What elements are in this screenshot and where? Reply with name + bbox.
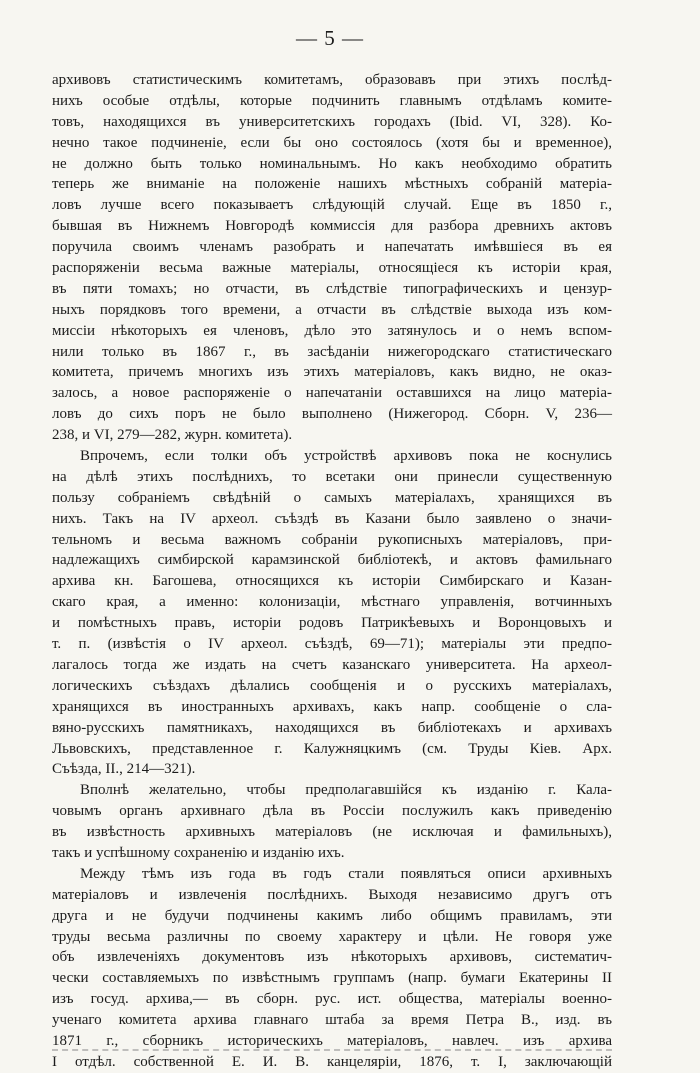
text-line: труды весьма различны по своему характеру и цѣли. Не говоря уже — [52, 928, 612, 945]
paragraph — [52, 70, 612, 446]
paragraph — [52, 780, 612, 864]
page-number: — 5 — — [296, 26, 364, 50]
text-line: друга и не будучи подчинены какимъ либо общимъ правиламъ, эти — [52, 907, 612, 924]
text-line: I отдѣл. собственной Е. И. В. канцеляріи, 1876, т. I, заключающій — [52, 1053, 612, 1070]
text-line: вяно-русскихъ памятникахъ, находящихся въ библіотекахъ и архивахъ — [52, 719, 612, 736]
text-line: въ пяти томахъ; но отчасти, въ слѣдствіе типографическихъ и цензур- — [52, 280, 612, 297]
text-line: поручила своимъ членамъ разобрать и напечатать имѣвшіеся въ ея — [52, 239, 612, 256]
text-line: ловъ до сихъ поръ не было выполнено (Нижегород. Сборн. V, 236— — [52, 406, 612, 423]
text-line: такъ и успѣшному сохраненію и изданію ихъ. — [52, 844, 345, 861]
text-line: лагалось тогда же издать на счетъ казанскаго университета. На археол- — [52, 656, 612, 673]
text-line: миссіи нѣкоторыхъ ея членовъ, дѣло это затянулось и о немъ вспом- — [52, 322, 612, 339]
text-line: товъ, находящихся въ университетскихъ городахъ (Ibid. VI, 328). Ко- — [52, 113, 612, 130]
text-line: не должно быть только номинальнымъ. Но какъ необходимо обратить — [52, 155, 612, 172]
text-line: залось, а новое распоряженіе о напечатаніи оставшихся на лицо матеріа- — [52, 385, 612, 402]
text-line: Вполнѣ желательно, чтобы предполагавшійся къ изданію г. Кала- — [80, 782, 612, 799]
text-line: нихъ особые отдѣлы, которые подчинить главнымъ отдѣламъ комите- — [52, 92, 612, 109]
text-line: т. п. (извѣстія о IV археол. съѣздѣ, 69—71); матеріалы эти предпо- — [52, 636, 612, 653]
text-line: скаго края, а именно: колонизаціи, мѣстнаго управленія, вотчинныхъ — [52, 594, 612, 611]
text-line: комитета, причемъ многихъ изъ этихъ матеріаловъ, какъ видно, не оказ- — [52, 364, 612, 381]
text-line: 238, и VI, 279—282, журн. комитета). — [52, 427, 293, 444]
text-line: ловъ лучше всего показываетъ слѣдующій случай. Еще въ 1850 г., — [52, 197, 612, 214]
text-line: надлежащихъ симбирской карамзинской библіотекѣ, и актовъ фамильнаго — [52, 552, 612, 569]
text-line: Съѣзда, II., 214—321). — [52, 761, 196, 778]
text-line: човымъ органъ архивнаго дѣла въ Россіи послужилъ какъ приведенію — [52, 803, 612, 820]
text-line: распоряженіи весьма важные матеріалы, относящіеся къ исторіи края, — [52, 260, 612, 277]
text-line: тельномъ и весьма важномъ собраніи рукописныхъ матеріаловъ, при- — [52, 531, 612, 548]
text-line: логическихъ съѣздахъ дѣлались сообщенія и о русскихъ матеріалахъ, — [52, 677, 612, 694]
body-text — [52, 70, 612, 1073]
paragraph — [52, 864, 612, 1073]
text-line: архивовъ статистическимъ комитетамъ, образовавъ при этихъ послѣд- — [52, 72, 612, 88]
text-line: 1871 г., сборникъ историческихъ матеріаловъ, навлеч. изъ архива — [52, 1032, 612, 1049]
text-line: архива кн. Багошева, относящихся къ исторіи Симбирскаго и Казан- — [52, 573, 612, 590]
text-line: ученаго комитета архива главнаго штаба за время Петра В., изд. въ — [52, 1012, 612, 1029]
text-line: бывшая въ Нижнемъ Новгородѣ коммиссія для разбора древнихъ актовъ — [52, 218, 612, 235]
page-bottom-edge — [52, 1049, 612, 1054]
text-line: хранящихся въ иностранныхъ архивахъ, какъ напр. сообщеніе о сла- — [52, 698, 612, 715]
paragraph — [52, 446, 612, 780]
text-line: матеріаловъ и извлеченія послѣднихъ. Выходя независимо другъ отъ — [52, 886, 612, 903]
text-line: теперь же вниманіе на положеніе нашихъ мѣстныхъ собраній матеріа- — [52, 176, 612, 193]
text-line: нили только въ 1867 г., въ засѣданіи нижегородскаго статистическаго — [52, 343, 612, 360]
text-line: чески составляемыхъ по извѣстнымъ группамъ (напр. бумаги Екатерины II — [52, 970, 612, 987]
text-line: Между тѣмъ изъ года въ годъ стали появляться описи архивныхъ — [80, 865, 612, 882]
text-line: на дѣлѣ этихъ послѣднихъ, то всетаки они принесли существенную — [52, 468, 612, 485]
text-line: Впрочемъ, если толки объ устройствѣ архивовъ пока не коснулись — [80, 448, 612, 465]
text-line: нечно такое подчиненіе, если бы оно состоялось (хотя бы и временное), — [52, 134, 612, 151]
text-line: объ извлеченіяхъ документовъ изъ нѣкоторыхъ архивовъ, систематич- — [52, 949, 612, 966]
text-line: и помѣстныхъ правъ, исторіи родовъ Патрикѣевыхъ и Воронцовыхъ и — [52, 615, 612, 632]
text-line: изъ госуд. архива,— въ сборн. рус. ист. общества, матеріалы военно- — [52, 991, 612, 1008]
text-line: нихъ. Такъ на IV археол. съѣздѣ въ Казани было заявлено о значи- — [52, 510, 612, 527]
text-line: въ извѣстность архивныхъ матеріаловъ (не исключая и фамильныхъ), — [52, 824, 612, 841]
text-line: Львовскихъ, представленное г. Калужняцкимъ (см. Труды Кіев. Арх. — [52, 740, 612, 757]
text-line: пользу собраніемъ свѣдѣній о самыхъ матеріалахъ, хранящихся въ — [52, 489, 612, 506]
text-line: ныхъ порядковъ того времени, а отчасти въ слѣдствіе выхода изъ ком- — [52, 301, 612, 318]
